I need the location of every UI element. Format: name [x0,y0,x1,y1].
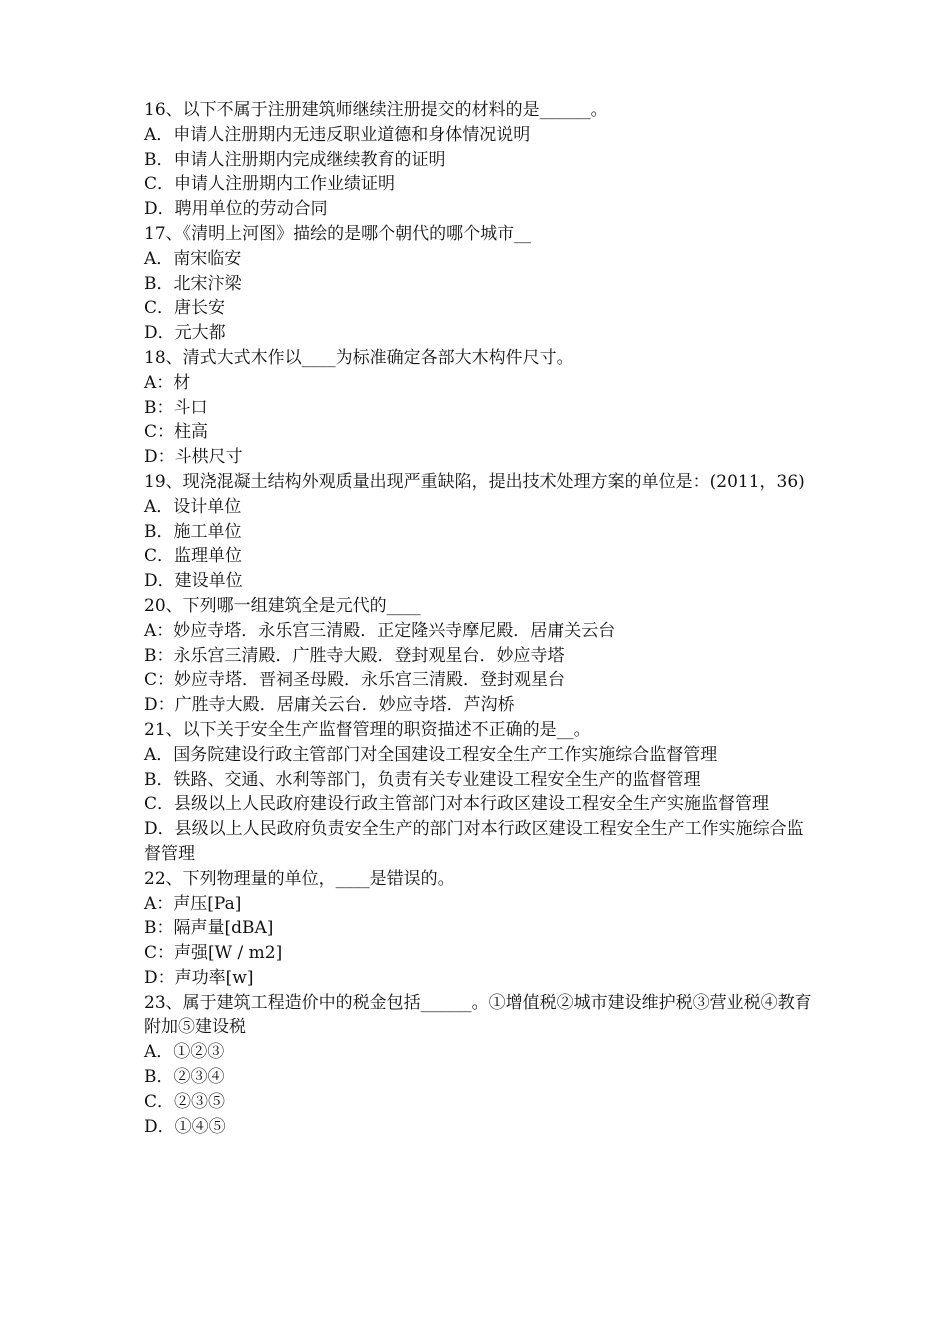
option-b: B．铁路、交通、水利等部门，负责有关专业建设工程安全生产的监督管理 [144,769,701,790]
option-b: B：隔声量[dBA] [144,918,274,939]
option-d: D．聘用单位的劳动合同 [144,199,328,220]
question-22 [144,867,812,991]
option-d: D．建设单位 [144,571,243,592]
option-a: A：声压[Pa] [144,893,242,914]
question-text: 20、下列哪一组建筑全是元代的____ [144,595,421,616]
option-a: A：材 [144,372,191,393]
option-b: B．②③④ [144,1067,225,1088]
question-23 [144,991,812,1140]
question-21 [144,718,812,867]
option-d: D：广胜寺大殿．居庸关云台．妙应寺塔．芦沟桥 [144,695,515,716]
option-c: C．监理单位 [144,546,243,567]
option-b: B：永乐宫三清殿．广胜寺大殿．登封观星台．妙应寺塔 [144,645,565,666]
option-b: B：斗口 [144,397,208,418]
option-c: C．②③⑤ [144,1091,226,1112]
option-c: C．唐长安 [144,298,226,319]
question-19 [144,470,812,594]
question-20 [144,594,812,718]
option-c: C．县级以上人民政府建设行政主管部门对本行政区建设工程安全生产实施监督管理 [144,794,770,815]
option-d: D：斗栱尺寸 [144,447,243,468]
option-d: D：声功率[w] [144,967,254,988]
option-b: B．北宋汴梁 [144,273,242,294]
option-a: A．南宋临安 [144,248,242,269]
question-text: 22、下列物理量的单位，____是错误的。 [144,868,455,889]
question-text: 17、《清明上河图》描绘的是哪个朝代的哪个城市__ [144,223,532,244]
question-text: 16、以下不属于注册建筑师继续注册提交的材料的是______。 [144,100,608,120]
question-text: 19、现浇混凝土结构外观质量出现严重缺陷，提出技术处理方案的单位是：(2011，36) [144,471,805,492]
option-d: D．元大都 [144,323,226,344]
option-b: B．申请人注册期内完成继续教育的证明 [144,149,446,170]
option-a: A．设计单位 [144,496,242,517]
option-a: A．国务院建设行政主管部门对全国建设工程安全生产工作实施综合监督管理 [144,744,718,765]
question-16 [144,98,812,222]
option-c: C：妙应寺塔．晋祠圣母殿．永乐宫三清殿．登封观星台 [144,670,566,691]
option-b: B．施工单位 [144,521,242,542]
question-17 [144,222,812,346]
option-d: D．县级以上人民政府负责安全生产的部门对本行政区建设工程安全生产工作实施综合监督管理 [144,819,804,864]
option-c: C．申请人注册期内工作业绩证明 [144,174,396,195]
question-text: 18、清式大式木作以____为标准确定各部大木构件尺寸。 [144,347,574,368]
option-d: D．①④⑤ [144,1116,226,1137]
option-a: A．①②③ [144,1042,225,1063]
question-text: 23、属于建筑工程造价中的税金包括______。①增值税②城市建设维护税③营业税④教育附加⑤建设税 [144,992,812,1038]
option-a: A．申请人注册期内无违反职业道德和身体情况说明 [144,124,531,145]
option-c: C：柱高 [144,422,209,443]
option-c: C：声强[W / m2] [144,943,283,964]
question-18 [144,346,812,470]
option-a: A：妙应寺塔．永乐宫三清殿．正定隆兴寺摩尼殿．居庸关云台 [144,620,616,641]
question-text: 21、以下关于安全生产监督管理的职资描述不正确的是__。 [144,719,591,740]
document-page [144,98,812,1139]
